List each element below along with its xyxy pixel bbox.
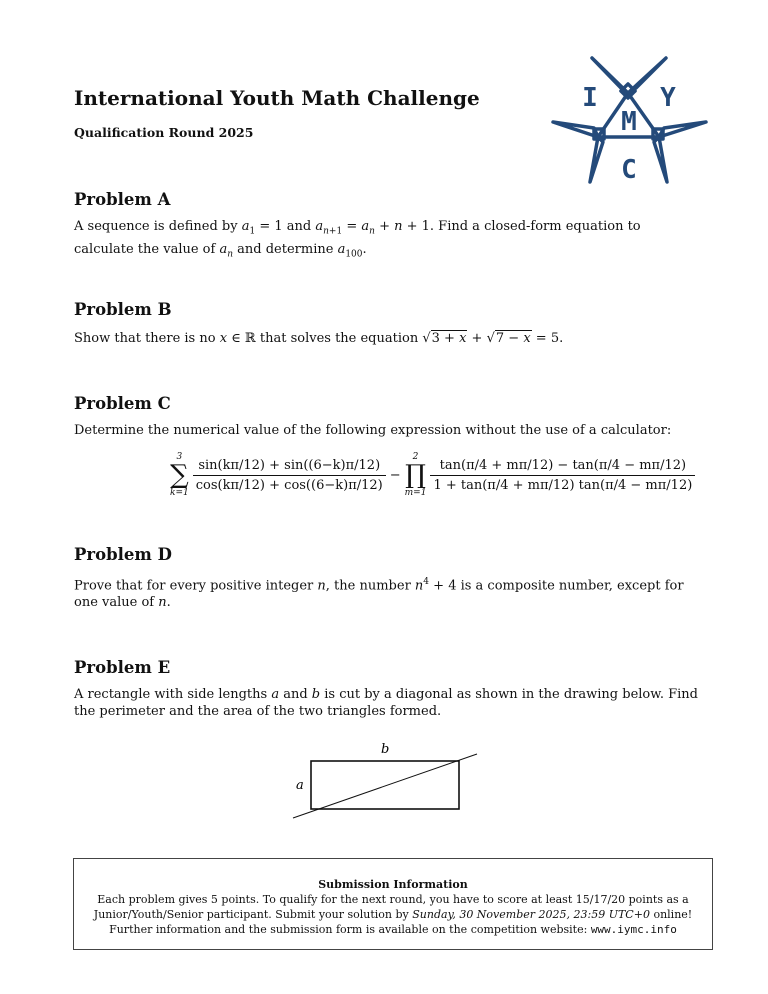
product-fraction: $\frac{\tan(\pi/4 + m\pi/12) - \tan(\pi/4 - m\pi/12)}{1 + \tan(\pi/4 + m\pi/12) \tan(\pi/4 - m\pi/12)}$	[430, 458, 695, 493]
problem-c-text: Determine the numerical value of the following expression without the use of a calculator:	[74, 423, 672, 438]
problem-b-heading: Problem B	[74, 300, 172, 319]
problem-a-text: A sequence is defined by $a_1 = 1$ and $a_{n+1} = a_n + n + 1$. Find a closed-form equation to calculate the value of $a_n$ and determine $a_{100}$.	[74, 219, 641, 260]
problem-d-text: Prove that for every positive integer n, the number $n^4 + 4$ is a composite number, except for one value of n.	[74, 577, 684, 611]
document-title: International Youth Math Challenge	[74, 86, 480, 110]
svg-text:I: I	[582, 83, 598, 113]
label-a: a	[296, 778, 304, 793]
product-operator: 2 ∏ m=1	[404, 452, 427, 498]
svg-text:C: C	[621, 155, 637, 185]
iymc-logo	[548, 52, 713, 187]
submission-line-2: Junior/Youth/Senior participant. Submit your solution by Sunday, 30 November 2025, 23:59 UTC+0 online!	[93, 908, 693, 921]
problem-c-heading: Problem C	[74, 394, 171, 413]
problem-e-heading: Problem E	[74, 658, 171, 677]
sum-fraction: $\frac{\sin(k\pi/12) + \sin((6-k)\pi/12)}{\cos(k\pi/12) + \cos((6-k)\pi/12)}$	[193, 458, 386, 493]
svg-text:Y: Y	[660, 83, 676, 113]
submission-line-1: Each problem gives 5 points. To qualify for the next round, you have to score at least 15/17/20 points as a	[97, 893, 689, 906]
problem-b-text: Show that there is no x ∈ ℝ that solves the equation √3 + x + √7 − x = 5.	[74, 331, 564, 346]
label-b: b	[381, 742, 390, 757]
problem-a-heading: Problem A	[74, 190, 171, 209]
submission-info-box	[73, 858, 713, 950]
website-link[interactable]: www.iymc.info	[590, 923, 677, 936]
problem-c-formula	[170, 452, 695, 498]
sum-operator: 3 ∑ k=1	[170, 452, 189, 498]
problem-e-text: A rectangle with side lengths a and b is cut by a diagonal as shown in the drawing below. Find the perimeter and the area of the two triangles formed.	[74, 687, 698, 719]
svg-text:M: M	[621, 107, 637, 137]
minus-sign: −	[389, 467, 401, 483]
submission-line-3: Further information and the submission form is available on the competition website: www.iymc.info	[109, 923, 677, 936]
rectangle-diagram	[280, 738, 490, 828]
submission-title: Submission Information	[318, 878, 468, 891]
document-subtitle: Qualification Round 2025	[74, 125, 254, 140]
deadline: Sunday, 30 November 2025, 23:59 UTC+0	[412, 908, 650, 921]
problem-d-heading: Problem D	[74, 545, 172, 564]
